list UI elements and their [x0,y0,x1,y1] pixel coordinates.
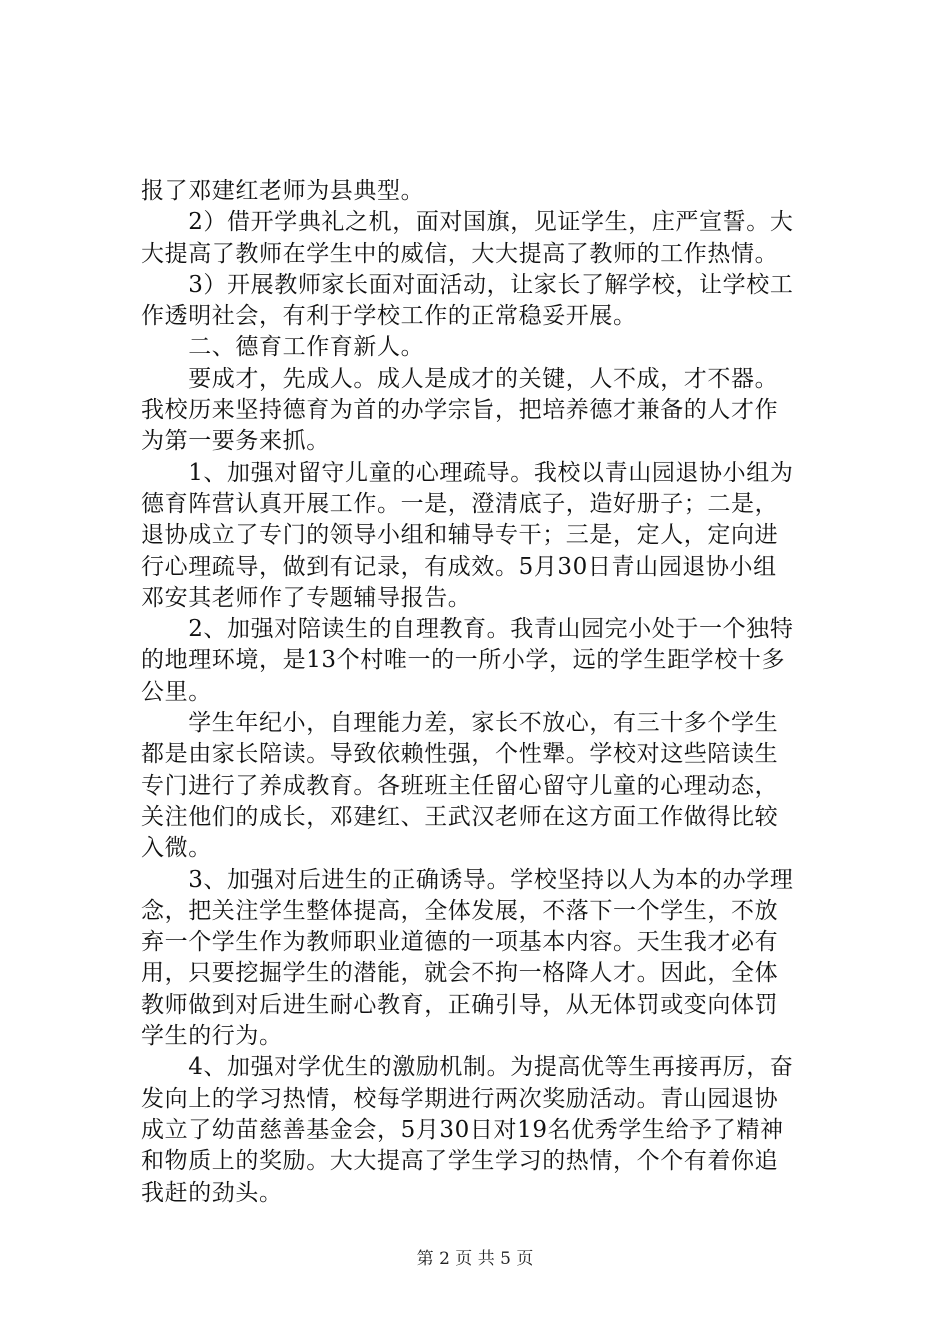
text-line: 二、德育工作育新人。 [141,334,425,361]
text-line: 德育阵营认真开展工作。一是，澄清底子，造好册子；二是， [141,490,779,517]
text-line: 念，把关注学生整体提高，全体发展，不落下一个学生，不放 [141,897,779,924]
text-line: 退协成立了专门的领导小组和辅导专干；三是，定人，定向进 [141,522,779,549]
text-line: 1、加强对留守儿童的心理疏导。我校以青山园退协小组为 [141,459,794,486]
text-line: 教师做到对后进生耐心教育，正确引导，从无体罚或变向体罚 [141,991,779,1018]
text-line: 关注他们的成长，邓建红、王武汉老师在这方面工作做得比较 [141,803,779,830]
text-line: 2、加强对陪读生的自理教育。我青山园完小处于一个独特 [141,616,794,643]
text-line: 为第一要务来抓。 [141,428,330,455]
text-line: 用，只要挖掘学生的潜能，就会不拘一格降人才。因此，全体 [141,960,779,987]
text-line: 发向上的学习热情，校每学期进行两次奖励活动。青山园退协 [141,1085,779,1112]
body-text [141,176,821,1209]
text-line: 2）借开学典礼之机，面对国旗，见证学生，庄严宣誓。大 [141,209,794,236]
text-line: 学生的行为。 [141,1023,283,1050]
page-footer: 第 2 页 共 5 页 [416,1249,534,1269]
text-line: 行心理疏导，做到有记录，有成效。5月30日青山园退协小组 [141,553,777,580]
text-line: 报了邓建红老师为县典型。 [141,178,425,204]
text-line: 弃一个学生作为教师职业道德的一项基本内容。天生我才必有 [141,929,779,956]
text-line: 的地理环境，是13个村唯一的一所小学，远的学生距学校十多 [141,647,786,674]
text-line: 公里。 [141,678,212,705]
text-line: 邓安其老师作了专题辅导报告。 [141,584,472,611]
text-line: 都是由家长陪读。导致依赖性强，个性犟。学校对这些陪读生 [141,741,779,768]
text-line: 和物质上的奖励。大大提高了学生学习的热情，个个有着你追 [141,1148,779,1175]
text-line: 专门进行了养成教育。各班班主任留心留守儿童的心理动态， [141,772,779,799]
text-line: 3、加强对后进生的正确诱导。学校坚持以人为本的办学理 [141,866,794,893]
text-line: 大提高了教师在学生中的威信，大大提高了教师的工作热情。 [141,240,779,267]
text-line: 我校历来坚持德育为首的办学宗旨，把培养德才兼备的人才作 [141,397,779,424]
text-line: 学生年纪小，自理能力差，家长不放心，有三十多个学生 [141,710,779,737]
text-line: 作透明社会，有利于学校工作的正常稳妥开展。 [141,303,637,330]
text-line: 4、加强对学优生的激励机制。为提高优等生再接再厉，奋 [141,1054,794,1081]
text-line: 成立了幼苗慈善基金会，5月30日对19名优秀学生给予了精神 [141,1116,784,1143]
text-line: 入微。 [141,835,212,862]
text-line: 我赶的劲头。 [141,1179,283,1206]
text-line: 要成才，先成人。成人是成才的关键，人不成，才不器。 [141,365,779,392]
text-line: 3）开展教师家长面对面活动，让家长了解学校，让学校工 [141,271,794,298]
